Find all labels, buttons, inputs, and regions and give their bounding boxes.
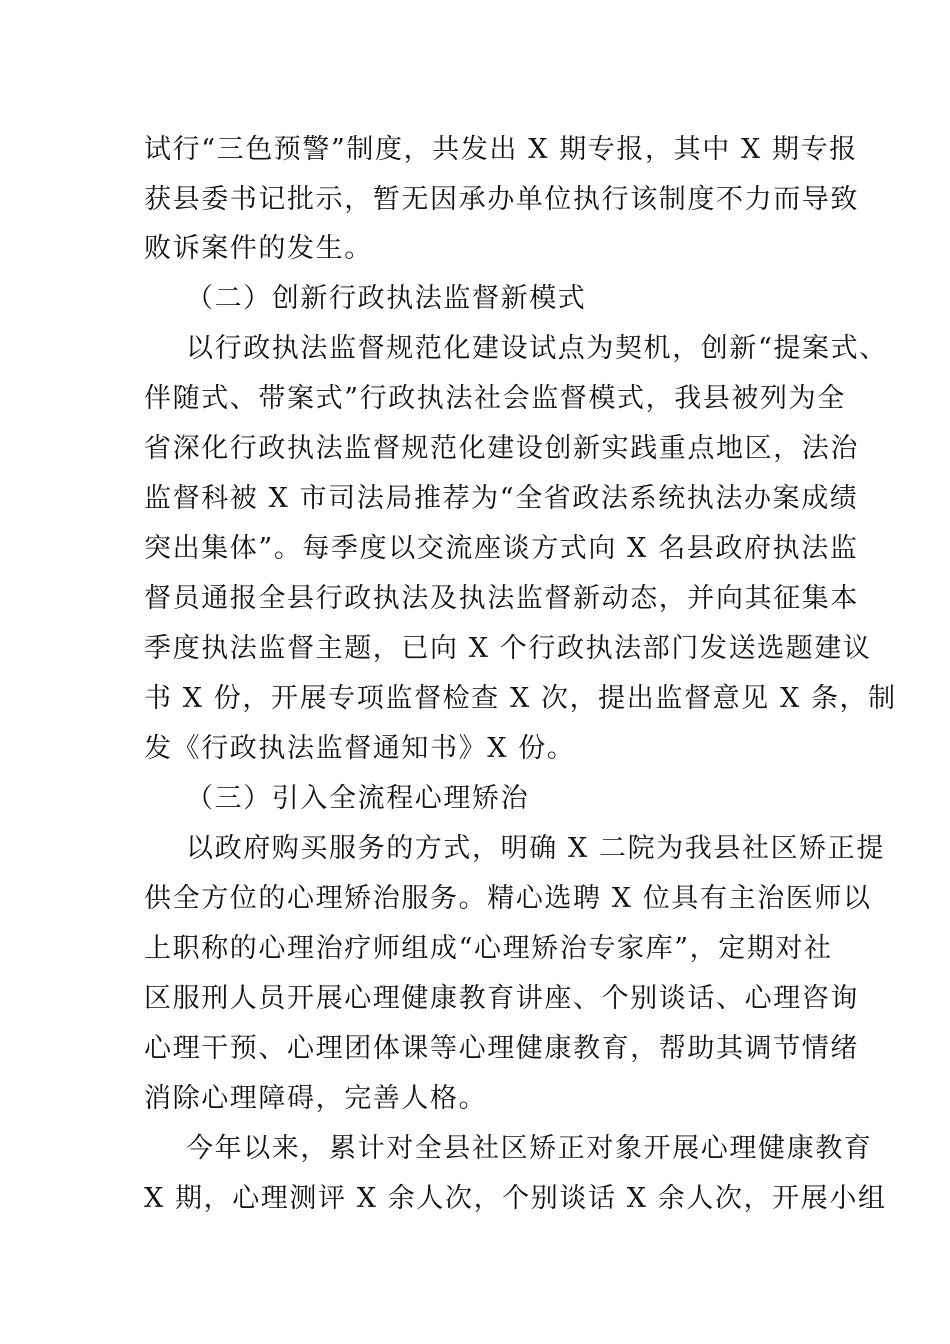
section-heading: （二）创新行政执法监督新模式 [186,283,587,314]
paragraph-line: 败诉案件的发生。 [144,233,373,264]
paragraph-line: 消除心理障碍，完善人格。 [144,1083,488,1114]
paragraph-line: 监督科被 X 市司法局推荐为“全省政法系统执法办案成绩 [144,483,859,514]
paragraph-line: 区服刑人员开展心理健康教育讲座、个别谈话、心理咨询 [144,983,859,1014]
paragraph-line: 季度执法监督主题，已向 X 个行政执法部门发送选题建议 [144,633,872,664]
paragraph-line: 试行“三色预警”制度，共发出 X 期专报，其中 X 期专报 [144,134,858,165]
paragraph-line: 上职称的心理治疗师组成“心理矫治专家库”，定期对社 [144,933,833,964]
paragraph-line: 伴随式、带案式”行政执法社会监督模式，我县被列为全 [144,383,846,414]
paragraph-line: 获县委书记批示，暂无因承办单位执行该制度不力而导致 [144,184,859,215]
paragraph-line: 心理干预、心理团体课等心理健康教育，帮助其调节情绪 [144,1033,859,1064]
paragraph-line: 以行政执法监督规范化建设试点为契机，创新“提案式、 [186,333,888,364]
section-heading: （三）引入全流程心理矫治 [186,783,530,814]
paragraph-line: 突出集体”。每季度以交流座谈方式向 X 名县政府执法监 [144,533,859,564]
paragraph-line: X 期，心理测评 X 余人次，个别谈话 X 余人次，开展小组 [144,1183,887,1214]
paragraph-line: 以政府购买服务的方式，明确 X 二院为我县社区矫正提 [186,833,885,864]
paragraph-line: 督员通报全县行政执法及执法监督新动态，并向其征集本 [144,583,859,614]
paragraph-line: 发《行政执法监督通知书》X 份。 [144,733,576,764]
paragraph-line: 省深化行政执法监督规范化建设创新实践重点地区，法治 [144,433,859,464]
paragraph-line: 今年以来，累计对全县社区矫正对象开展心理健康教育 [186,1133,873,1164]
paragraph-line: 供全方位的心理矫治服务。精心选聘 X 位具有主治医师以 [144,883,872,914]
paragraph-line: 书 X 份，开展专项监督检查 X 次，提出监督意见 X 条，制 [144,683,897,714]
